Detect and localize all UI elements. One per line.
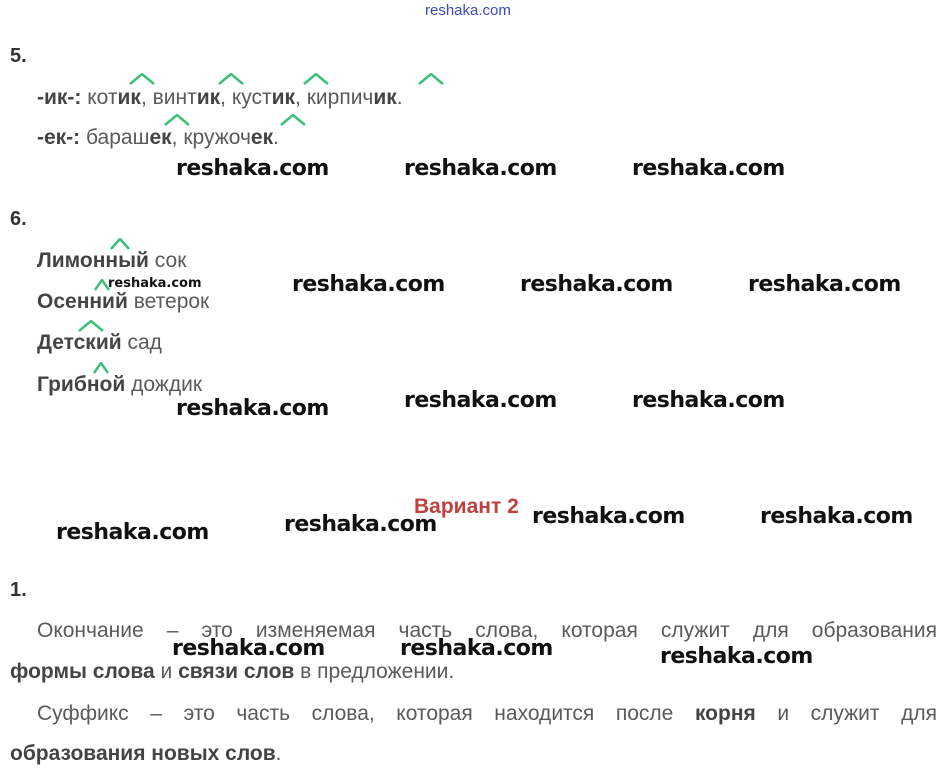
watermark: reshaka.com [400,636,553,661]
word-kustik: кустик, [231,86,307,109]
watermark: reshaka.com [660,644,813,669]
watermark: reshaka.com [404,156,557,181]
word-kruzhochek: кружочек. [183,126,279,149]
paragraph-suffix-line-1: Суффикс – это часть слова, которая находится после корня и служит для [37,702,937,725]
phrase: Осенний ветерок [37,290,210,313]
word-vintik: винтик, [152,86,232,109]
paragraph-suffix-line-2: образования новых слов. [10,742,282,765]
suffix-caret-icon [129,73,155,85]
phrase: Грибной дождик [37,373,203,396]
ik-label: -ик-: [37,86,82,109]
ek-label: -ек-: [37,126,81,149]
suffix-caret-icon [93,362,109,374]
paragraph-ending-line-2: формы слова и связи слов в предложении. [10,660,455,683]
task-6-number: 6. [10,208,27,230]
suffix-caret-icon [78,320,104,332]
suffix-caret-icon [164,114,190,126]
phrase: Детский сад [37,331,162,354]
watermark: reshaka.com [760,504,913,529]
watermark: reshaka.com [172,636,325,661]
phrase: Лимонный сок [37,249,187,272]
watermark: reshaka.com [176,396,329,421]
watermark: reshaka.com [404,388,557,413]
watermark: reshaka.com [632,156,785,181]
watermark: reshaka.com [520,272,673,297]
word-kotik: котик, [87,86,153,109]
paragraph-ending-line-1: Окончание – это изменяемая часть слова, которая служит для образования [37,619,937,642]
suffix-caret-icon [218,73,244,85]
watermark: reshaka.com [292,272,445,297]
watermark: reshaka.com [748,272,901,297]
watermark: reshaka.com [56,520,209,545]
watermark: reshaka.com [284,512,437,537]
variant-title: Вариант 2 [414,495,519,518]
word-barashek: барашек, [86,126,184,149]
suffix-caret-icon [110,238,130,250]
task-5-ik-line [37,86,403,110]
watermark: reshaka.com [532,504,685,529]
suffix-caret-icon [418,73,444,85]
suffix-caret-icon [303,73,329,85]
site-header-link[interactable]: reshaka.com [425,2,511,19]
task-1-number: 1. [10,579,27,601]
watermark: reshaka.com [632,388,785,413]
word-kirpichik: кирпичик. [306,86,403,109]
task-5-number: 5. [10,45,27,67]
task-5-ek-line [37,126,279,150]
suffix-caret-icon [280,114,306,126]
watermark: reshaka.com [176,156,329,181]
watermark-small: reshaka.com [108,276,202,291]
